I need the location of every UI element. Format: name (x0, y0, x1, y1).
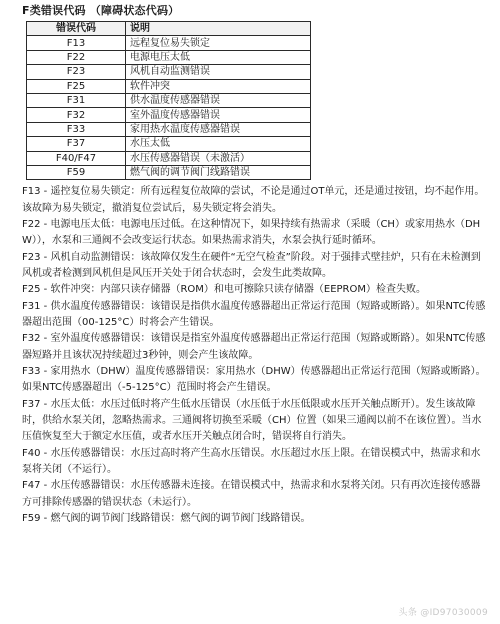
error-code-cell: F33 (27, 122, 126, 136)
error-code-cell: F22 (27, 50, 126, 64)
table-row (27, 151, 311, 165)
note-f32: F32 - 室外温度传感器错误：该错误是指室外温度传感器超出正常运行范围（短路或断路）。如果NTC传感器短路并且该状况持续超过3秒钟，则会产生该故障。 (22, 333, 486, 361)
error-code-cell: F40/F47 (27, 151, 126, 165)
note-f25: F25 - 软件冲突：内部只读存储器（ROM）和电可擦除只读存储器（EEPROM）检查失败。 (22, 284, 427, 296)
error-description-cell: 远程复位易失锁定 (126, 36, 311, 50)
column-header-description: 说明 (126, 22, 311, 36)
error-code-cell: F13 (27, 36, 126, 50)
table-row (27, 122, 311, 136)
table-row (27, 79, 311, 93)
error-description-cell: 电源电压太低 (126, 50, 311, 64)
note-f59: F59 - 燃气阀的调节阀门线路错误：燃气阀的调节阀门线路错误。 (22, 513, 311, 525)
error-notes (22, 184, 486, 527)
error-description-cell: 室外温度传感器错误 (126, 108, 311, 122)
table-row (27, 165, 311, 179)
note-f23: F23 - 风机自动监测错误：该故障仅发生在硬件“无空气检查”阶段。对于强排式壁挂炉，只有在未检测到风机或者检测到风机但是风压开关处于闭合状态时，会发生此类故障。 (22, 251, 481, 280)
column-header-code: 错误代码 (27, 22, 126, 36)
error-description-cell: 风机自动监测错误 (126, 65, 311, 79)
note-f40: F40 - 水压传感器错误：水压过高时将产生高水压错误。水压超过水压上限。在错误模式中，热需求和水泵将关闭（不运行）。 (22, 447, 481, 476)
error-description-cell: 供水温度传感器错误 (126, 93, 311, 107)
watermark: 头条 @ID97030009 (398, 608, 488, 618)
error-code-cell: F37 (27, 137, 126, 151)
error-code-cell: F25 (27, 79, 126, 93)
error-code-cell: F32 (27, 108, 126, 122)
table-row (27, 137, 311, 151)
note-f31: F31 - 供水温度传感器错误：该错误是指供水温度传感器超出正常运行范围（短路或断路）。如果NTC传感器超出范围（00-125°C）时将会产生错误。 (22, 300, 486, 329)
error-description-cell: 水压太低 (126, 137, 311, 151)
note-f13: F13 - 遥控复位易失锁定：所有远程复位故障的尝试，不论是通过OT单元，还是通过按钮，均不起作用。该故障为易失锁定，撤消复位尝试后，易失锁定将会消失。 (22, 186, 485, 214)
table-row (27, 93, 311, 107)
table-row (27, 65, 311, 79)
note-f47: F47 - 水压传感器错误：水压传感器未连接。在错误模式中，热需求和水泵将关闭。只有再次连接传感器方可排除传感器的错误状态（未运行）。 (22, 480, 481, 508)
table-header-row (27, 22, 311, 36)
error-code-table (26, 21, 311, 180)
note-f33: F33 - 家用热水（DHW）温度传感器错误：家用热水（DHW）传感器超出正常运行范围（短路或断路）。如果NTC传感器超出（-5-125°C）范围时将会产生错误。 (22, 366, 486, 394)
error-code-cell: F59 (27, 165, 126, 179)
error-description-cell: 家用热水温度传感器错误 (126, 122, 311, 136)
table-row (27, 36, 311, 50)
error-description-cell: 软件冲突 (126, 79, 311, 93)
note-f22: F22 - 电源电压太低：电源电压过低。在这种情况下，如果持续有热需求（采暖（CH）或家用热水（DHW）），水泵和三通阀不会改变运行状态。如果热需求消失，水泵会执行延时循环。 (22, 218, 481, 247)
error-code-cell: F31 (27, 93, 126, 107)
error-description-cell: 水压传感器错误（未激活） (126, 151, 311, 165)
error-description-cell: 燃气阀的调节阀门线路错误 (126, 165, 311, 179)
section-heading: F类错误代码 （障碍状态代码） (22, 4, 180, 17)
error-code-cell: F23 (27, 65, 126, 79)
table-row (27, 50, 311, 64)
table-row (27, 108, 311, 122)
note-f37: F37 - 水压太低：水压过低时将产生低水压错误（水压低于水压低限或水压开关触点断开）。发生该故障时，供给水泵关闭，忽略热需求。三通阀将切换至采暖（CH）位置（如果三通阀以前不在该位置）。当水压值恢复至大于额定水压值，或者水压开关触点闭合时，错误将自行消失。 (22, 398, 482, 443)
